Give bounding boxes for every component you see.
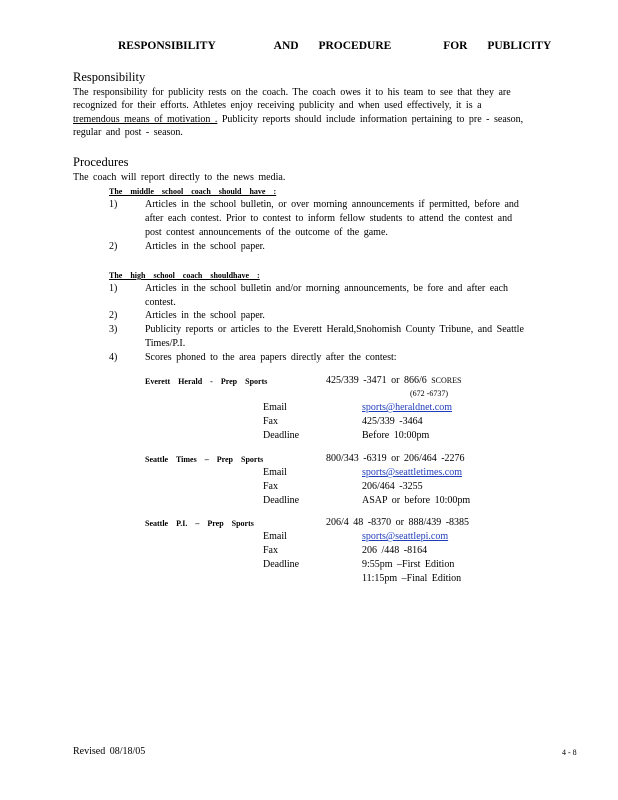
paper-phone: 206/4 48 -8370 or 888/439 -8385 (326, 517, 470, 528)
list-item: Publicity reports or articles to the Everett Herald,Snohomish County Tribune, and Seattle (145, 324, 524, 335)
revised-date: Revised 08/18/05 (73, 746, 146, 757)
list-item: Articles in the school bulletin, or over morning announcements if permitted, before and (145, 199, 519, 210)
list-item: post contest announcements of the outcome of the game. (145, 227, 388, 238)
responsibility-line: regular and post - season. (73, 127, 183, 138)
procedures-intro: The coach will report directly to the news media. (73, 172, 286, 183)
list-item: after each contest. Prior to contest to inform fellow students to attend the contest and (145, 213, 513, 224)
responsibility-line: The responsibility for publicity rests on the coach. The coach owes it to his team to see that they are (73, 87, 511, 98)
email-link[interactable]: sports@heraldnet.com (362, 402, 453, 413)
page-number: 4 - 8 (562, 748, 577, 757)
fax-number: 425/339 -3464 (362, 416, 423, 427)
fax-number: 206 /448 -8164 (362, 545, 428, 556)
list-item: Times/P.I. (145, 338, 186, 349)
email-link[interactable]: sports@seattlepi.com (362, 531, 449, 542)
page-title (118, 40, 551, 52)
fax-label: Fax (263, 545, 278, 556)
list-number: 4) (109, 352, 118, 363)
title-word: PROCEDURE (318, 40, 392, 52)
title-word: AND (273, 40, 299, 52)
deadline-label: Deadline (263, 430, 300, 441)
fax-label: Fax (263, 416, 278, 427)
list-item: Scores phoned to the area papers directly after the contest: (145, 352, 397, 363)
phone-scores-label: SCORES (431, 376, 462, 385)
underlined-phrase: tremendous means of motivation . (73, 114, 218, 125)
paper-name: Everett Herald - Prep Sports (145, 377, 268, 386)
title-word: PUBLICITY (487, 40, 552, 52)
deadline-value: 9:55pm –First Edition (362, 559, 455, 570)
list-item: contest. (145, 297, 176, 308)
list-item: Articles in the school paper. (145, 310, 265, 321)
title-word: FOR (443, 40, 468, 52)
list-number: 2) (109, 241, 118, 252)
list-item: Articles in the school bulletin and/or morning announcements, be fore and after each (145, 283, 509, 294)
responsibility-heading: Responsibility (73, 70, 146, 84)
list-item: Articles in the school paper. (145, 241, 265, 252)
list-number: 3) (109, 324, 118, 335)
paper-name: Seattle Times – Prep Sports (145, 455, 264, 464)
paper-phone (326, 375, 461, 386)
list-number: 2) (109, 310, 118, 321)
deadline-label: Deadline (263, 559, 300, 570)
phone-number: 425/339 -3471 or 866/6 (326, 375, 427, 386)
responsibility-line (73, 113, 523, 126)
deadline-label: Deadline (263, 495, 300, 506)
middle-school-header: The middle school coach should have : (109, 187, 277, 196)
email-label: Email (263, 467, 287, 478)
email-label: Email (263, 402, 287, 413)
title-word: RESPONSIBILITY (118, 40, 216, 52)
email-link[interactable]: sports@seattletimes.com (362, 467, 463, 478)
list-number: 1) (109, 199, 118, 210)
paper-phone: 800/343 -6319 or 206/464 -2276 (326, 453, 465, 464)
procedures-heading: Procedures (73, 155, 129, 169)
high-school-header: The high school coach shouldhave : (109, 271, 260, 280)
responsibility-line: recognized for their efforts. Athletes enjoy receiving publicity and when used effectively, it is a (73, 100, 482, 111)
paper-phone-alt: (672 -6737) (410, 389, 448, 398)
paper-name: Seattle P.I. – Prep Sports (145, 519, 254, 528)
deadline-value: Before 10:00pm (362, 430, 430, 441)
list-number: 1) (109, 283, 118, 294)
deadline-value-2: 11:15pm –Final Edition (362, 573, 462, 584)
email-label: Email (263, 531, 287, 542)
fax-number: 206/464 -3255 (362, 481, 423, 492)
fax-label: Fax (263, 481, 278, 492)
deadline-value: ASAP or before 10:00pm (362, 495, 471, 506)
responsibility-text: Publicity reports should include information pertaining to pre - season, (217, 114, 524, 125)
